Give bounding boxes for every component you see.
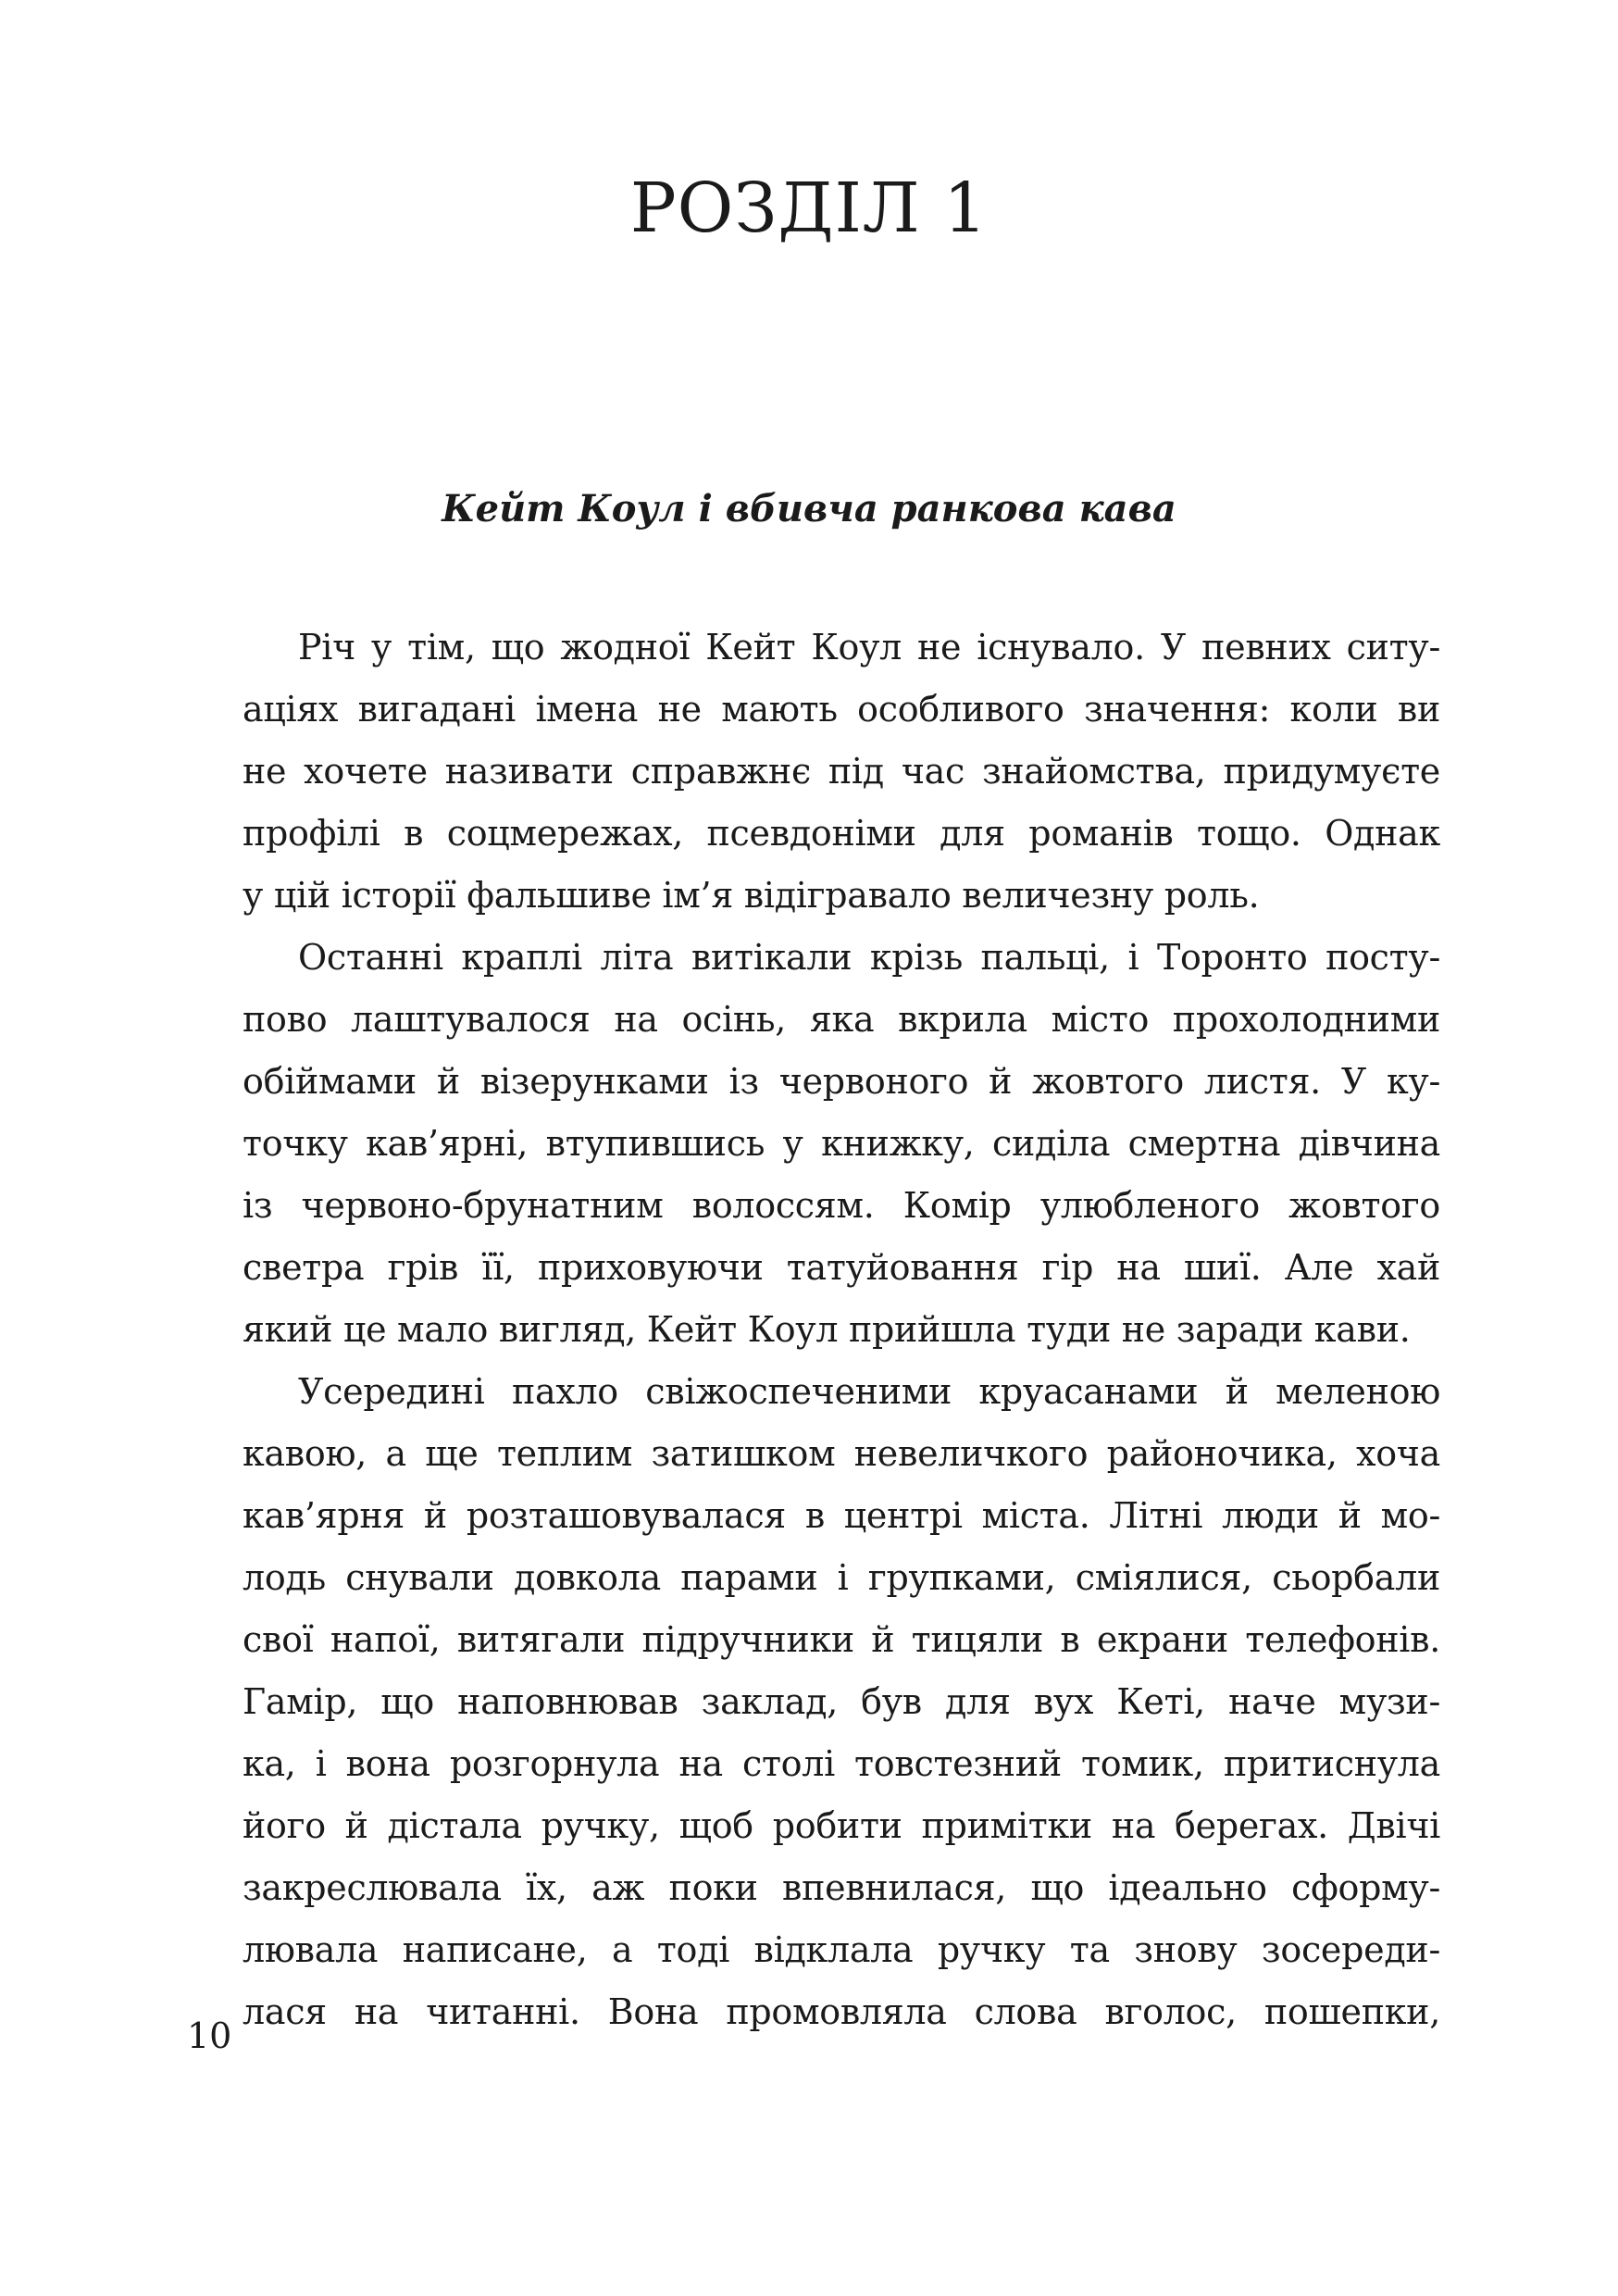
chapter-subtitle: Кейт Коул і вбивча ранкова кава	[442, 487, 1176, 530]
text-line: точку кав’ярні, втупившись у книжку, сиділа смертна дівчина	[243, 1123, 1440, 1164]
text-line: кавою, а ще теплим затишком невеличкого районочика, хоча	[243, 1433, 1440, 1474]
text-line: із червоно-брунатним волоссям. Комір улюбленого жовтого	[243, 1185, 1440, 1226]
text-line: обіймами й візерунками із червоного й жовтого листя. У ку-	[243, 1061, 1440, 1102]
text-line: свої напої, витягали підручники й тицяли в екрани телефонів.	[243, 1619, 1440, 1660]
paragraph	[187, 927, 1440, 1361]
paragraph	[187, 617, 1440, 927]
text-line: не хочете називати справжнє під час знайомства, придумуєте	[243, 751, 1440, 792]
text-line: ка, і вона розгорнула на столі товстезний томик, притиснула	[243, 1743, 1440, 1784]
text-line: Річ у тім, що жодної Кейт Коул не існувало. У певних ситу-	[298, 627, 1440, 668]
text-line: його й дістала ручку, щоб робити примітки на берегах. Двічі	[243, 1805, 1440, 1846]
paragraph	[187, 1361, 1440, 2043]
text-line: светра грів її, приховуючи татуйовання гір на шиї. Але хай	[243, 1247, 1440, 1288]
text-line: лювала написане, а тоді відклала ручку та знову зосереди-	[243, 1929, 1440, 1970]
text-line: лодь снували довкола парами і групками, сміялися, сьорбали	[243, 1557, 1440, 1598]
text-line: пово лаштувалося на осінь, яка вкрила місто прохолодними	[243, 999, 1440, 1040]
text-line: Гамір, що наповнював заклад, був для вух Кеті, наче музи-	[243, 1681, 1440, 1722]
text-line: Усередині пахло свіжоспеченими круасанами й меленою	[298, 1371, 1440, 1412]
text-line: закреслювала їх, аж поки впевнилася, що ідеально сформу-	[243, 1867, 1440, 1908]
text-line: Останні краплі літа витікали крізь пальці, і Торонто посту-	[298, 937, 1440, 978]
text-line: лася на читанні. Вона промовляла слова вголос, пошепки,	[243, 1991, 1440, 2032]
chapter-title: РОЗДІЛ 1	[629, 168, 989, 248]
text-line: профілі в соцмережах, псевдоніми для романів тощо. Однак	[243, 813, 1440, 854]
text-line: який це мало вигляд, Кейт Коул прийшла туди не заради кави.	[243, 1309, 1411, 1350]
text-body	[187, 617, 1440, 2043]
text-line: кав’ярня й розташовувалася в центрі міста. Літні люди й мо-	[243, 1495, 1440, 1536]
text-line: аціях вигадані імена не мають особливого значення: коли ви	[243, 689, 1440, 730]
text-line: у цій історії фальшиве ім’я відігравало величезну роль.	[243, 875, 1260, 916]
page-number: 10	[187, 2015, 232, 2056]
